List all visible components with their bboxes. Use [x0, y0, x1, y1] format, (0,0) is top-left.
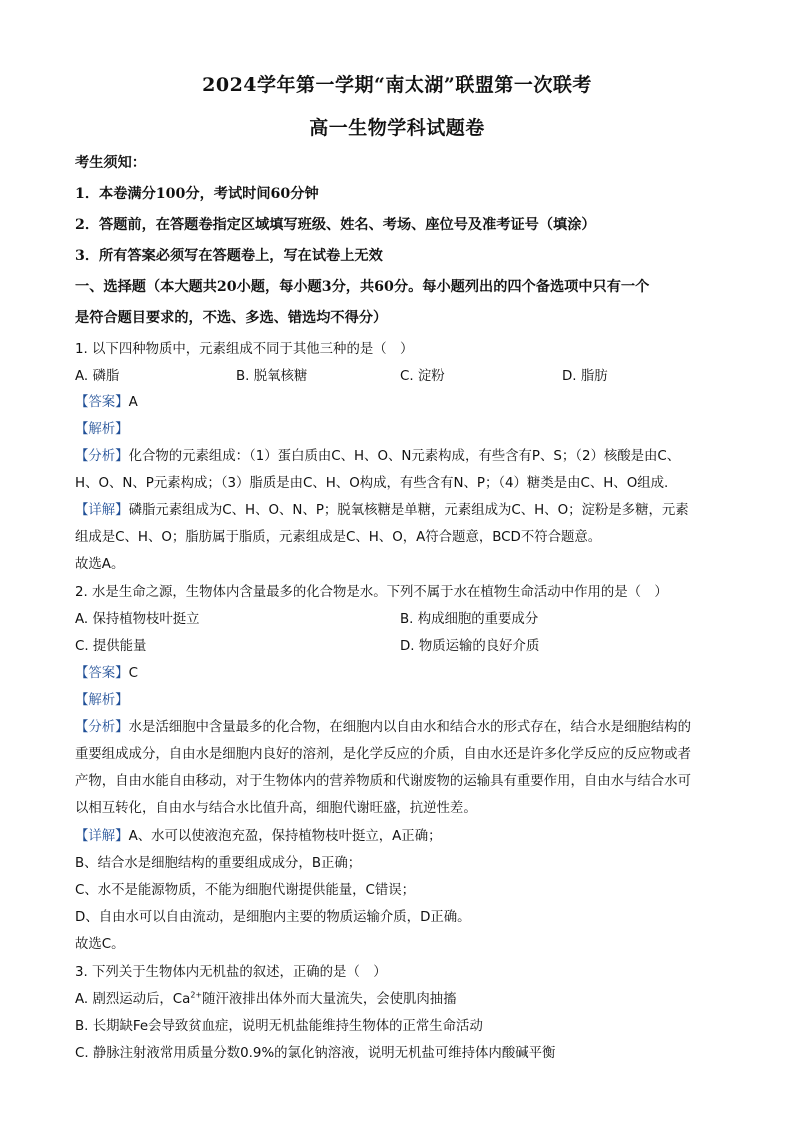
q2-fenxi-line-2: 重要组成成分，自由水是细胞内良好的溶剂，是化学反应的介质，自由水还是许多化学反应的反应物或者 — [75, 747, 691, 762]
q3-option-c: C. 静脉注射液常用质量分数0.9%的氯化钠溶液，说明无机盐可维持体内酸碱平衡 — [75, 1046, 556, 1061]
q1-option-b: B. 脱氧核糖 — [236, 369, 308, 384]
q3-option-a-pre: A. 剧烈运动后，Ca — [75, 992, 191, 1007]
q1-detail-text-1: 磷脂元素组成为C、H、O、N、P；脱氧核糖是单糖，元素组成为C、H、O；淀粉是多糖，元素 — [128, 503, 689, 518]
q1-option-d: D. 脂肪 — [562, 369, 608, 384]
q1-detail-tag: 【详解】 — [75, 503, 129, 518]
q1-detail-line-2: 组成是C、H、O；脂肪属于脂质，元素组成是C、H、O，A符合题意，BCD不符合题意。 — [75, 530, 602, 545]
q2-detail-tag: 【详解】 — [75, 829, 129, 844]
q1-conclusion: 故选A。 — [75, 557, 125, 572]
q1-answer-tag: 【答案】 — [75, 395, 129, 410]
q1-fenxi-tag: 【分析】 — [75, 449, 129, 464]
section-heading-line-1: 一、选择题（本大题共20小题，每小题3分，共60分。每小题列出的四个备选项中只有一个 — [75, 279, 650, 295]
exam-subtitle: 高一生物学科试题卷 — [309, 117, 485, 139]
q3-option-a-post: 随汗液排出体外而大量流失，会使肌肉抽搐 — [202, 992, 457, 1007]
q2-detail-text-1: A、水可以使液泡充盈，保持植物枝叶挺立，A正确； — [128, 829, 442, 844]
q1-fenxi-text-1: 化合物的元素组成：（1）蛋白质由C、H、O、N元素构成，有些含有P、S；（2）核酸是由C、 — [128, 449, 681, 464]
q1-answer-value: A — [128, 395, 138, 410]
q2-answer-tag: 【答案】 — [75, 666, 129, 681]
notice-item-1: 1．本卷满分100分，考试时间60分钟 — [75, 186, 319, 202]
q3-option-b: B. 长期缺Fe会导致贫血症，说明无机盐能维持生物体的正常生命活动 — [75, 1019, 483, 1034]
exam-title: 2024学年第一学期“南太湖”联盟第一次联考 — [202, 74, 592, 96]
q2-fenxi-text-1: 水是活细胞中含量最多的化合物，在细胞内以自由水和结合水的形式存在，结合水是细胞结构的 — [128, 720, 691, 735]
q2-option-a: A. 保持植物枝叶挺立 — [75, 612, 200, 627]
q3-stem: 3. 下列关于生物体内无机盐的叙述，正确的是（ ） — [75, 965, 387, 980]
q1-answer — [75, 391, 138, 410]
q2-option-b: B. 构成细胞的重要成分 — [400, 612, 539, 627]
q2-detail-line-4: D、自由水可以自由流动，是细胞内主要的物质运输介质，D正确。 — [75, 910, 471, 925]
q1-fenxi-line-2: H、O、N、P元素构成；（3）脂质是由C、H、O构成，有些含有N、P；（4）糖类是由C、H、O组成. — [75, 476, 669, 491]
q2-fenxi-tag: 【分析】 — [75, 720, 129, 735]
q1-analysis-tag: 【解析】 — [75, 422, 129, 437]
q2-detail-line-3: C、水不是能源物质，不能为细胞代谢提供能量，C错误； — [75, 883, 416, 898]
q1-option-c: C. 淀粉 — [400, 369, 445, 384]
q2-fenxi-line-3: 产物，自由水能自由移动，对于生物体内的营养物质和代谢废物的运输具有重要作用，自由水与结合水可 — [75, 774, 691, 789]
q2-fenxi-line-1 — [75, 716, 691, 735]
q1-stem: 1. 以下四种物质中，元素组成不同于其他三种的是（ ） — [75, 342, 414, 357]
q2-answer-value: C — [128, 666, 138, 681]
section-heading-line-2: 是符合题目要求的，不选、多选、错选均不得分） — [75, 310, 388, 326]
notice-heading: 考生须知： — [75, 155, 146, 171]
q1-option-a: A. 磷脂 — [75, 369, 120, 384]
q1-detail-line-1 — [75, 499, 689, 518]
q2-stem: 2. 水是生命之源，生物体内含量最多的化合物是水。下列不属于水在植物生命活动中作用的是（ ） — [75, 585, 668, 600]
q2-detail-line-2: B、结合水是细胞结构的重要组成成分，B正确； — [75, 856, 362, 871]
q2-option-c: C. 提供能量 — [75, 639, 147, 654]
q2-conclusion: 故选C。 — [75, 937, 125, 952]
notice-item-3: 3．所有答案必须写在答题卷上，写在试卷上无效 — [75, 248, 383, 264]
q3-option-a — [75, 988, 457, 1007]
q2-fenxi-line-4: 以相互转化，自由水与结合水比值升高，细胞代谢旺盛，抗逆性差。 — [75, 801, 477, 816]
q2-analysis-tag: 【解析】 — [75, 693, 129, 708]
q3-option-a-sup: 2+ — [190, 990, 203, 1000]
q2-answer — [75, 662, 138, 681]
q2-option-d: D. 物质运输的良好介质 — [400, 639, 540, 654]
notice-item-2: 2．答题前，在答题卷指定区域填写班级、姓名、考场、座位号及准考证号（填涂） — [75, 217, 596, 233]
q2-detail-line-1 — [75, 825, 441, 844]
q1-fenxi-line-1 — [75, 445, 680, 464]
